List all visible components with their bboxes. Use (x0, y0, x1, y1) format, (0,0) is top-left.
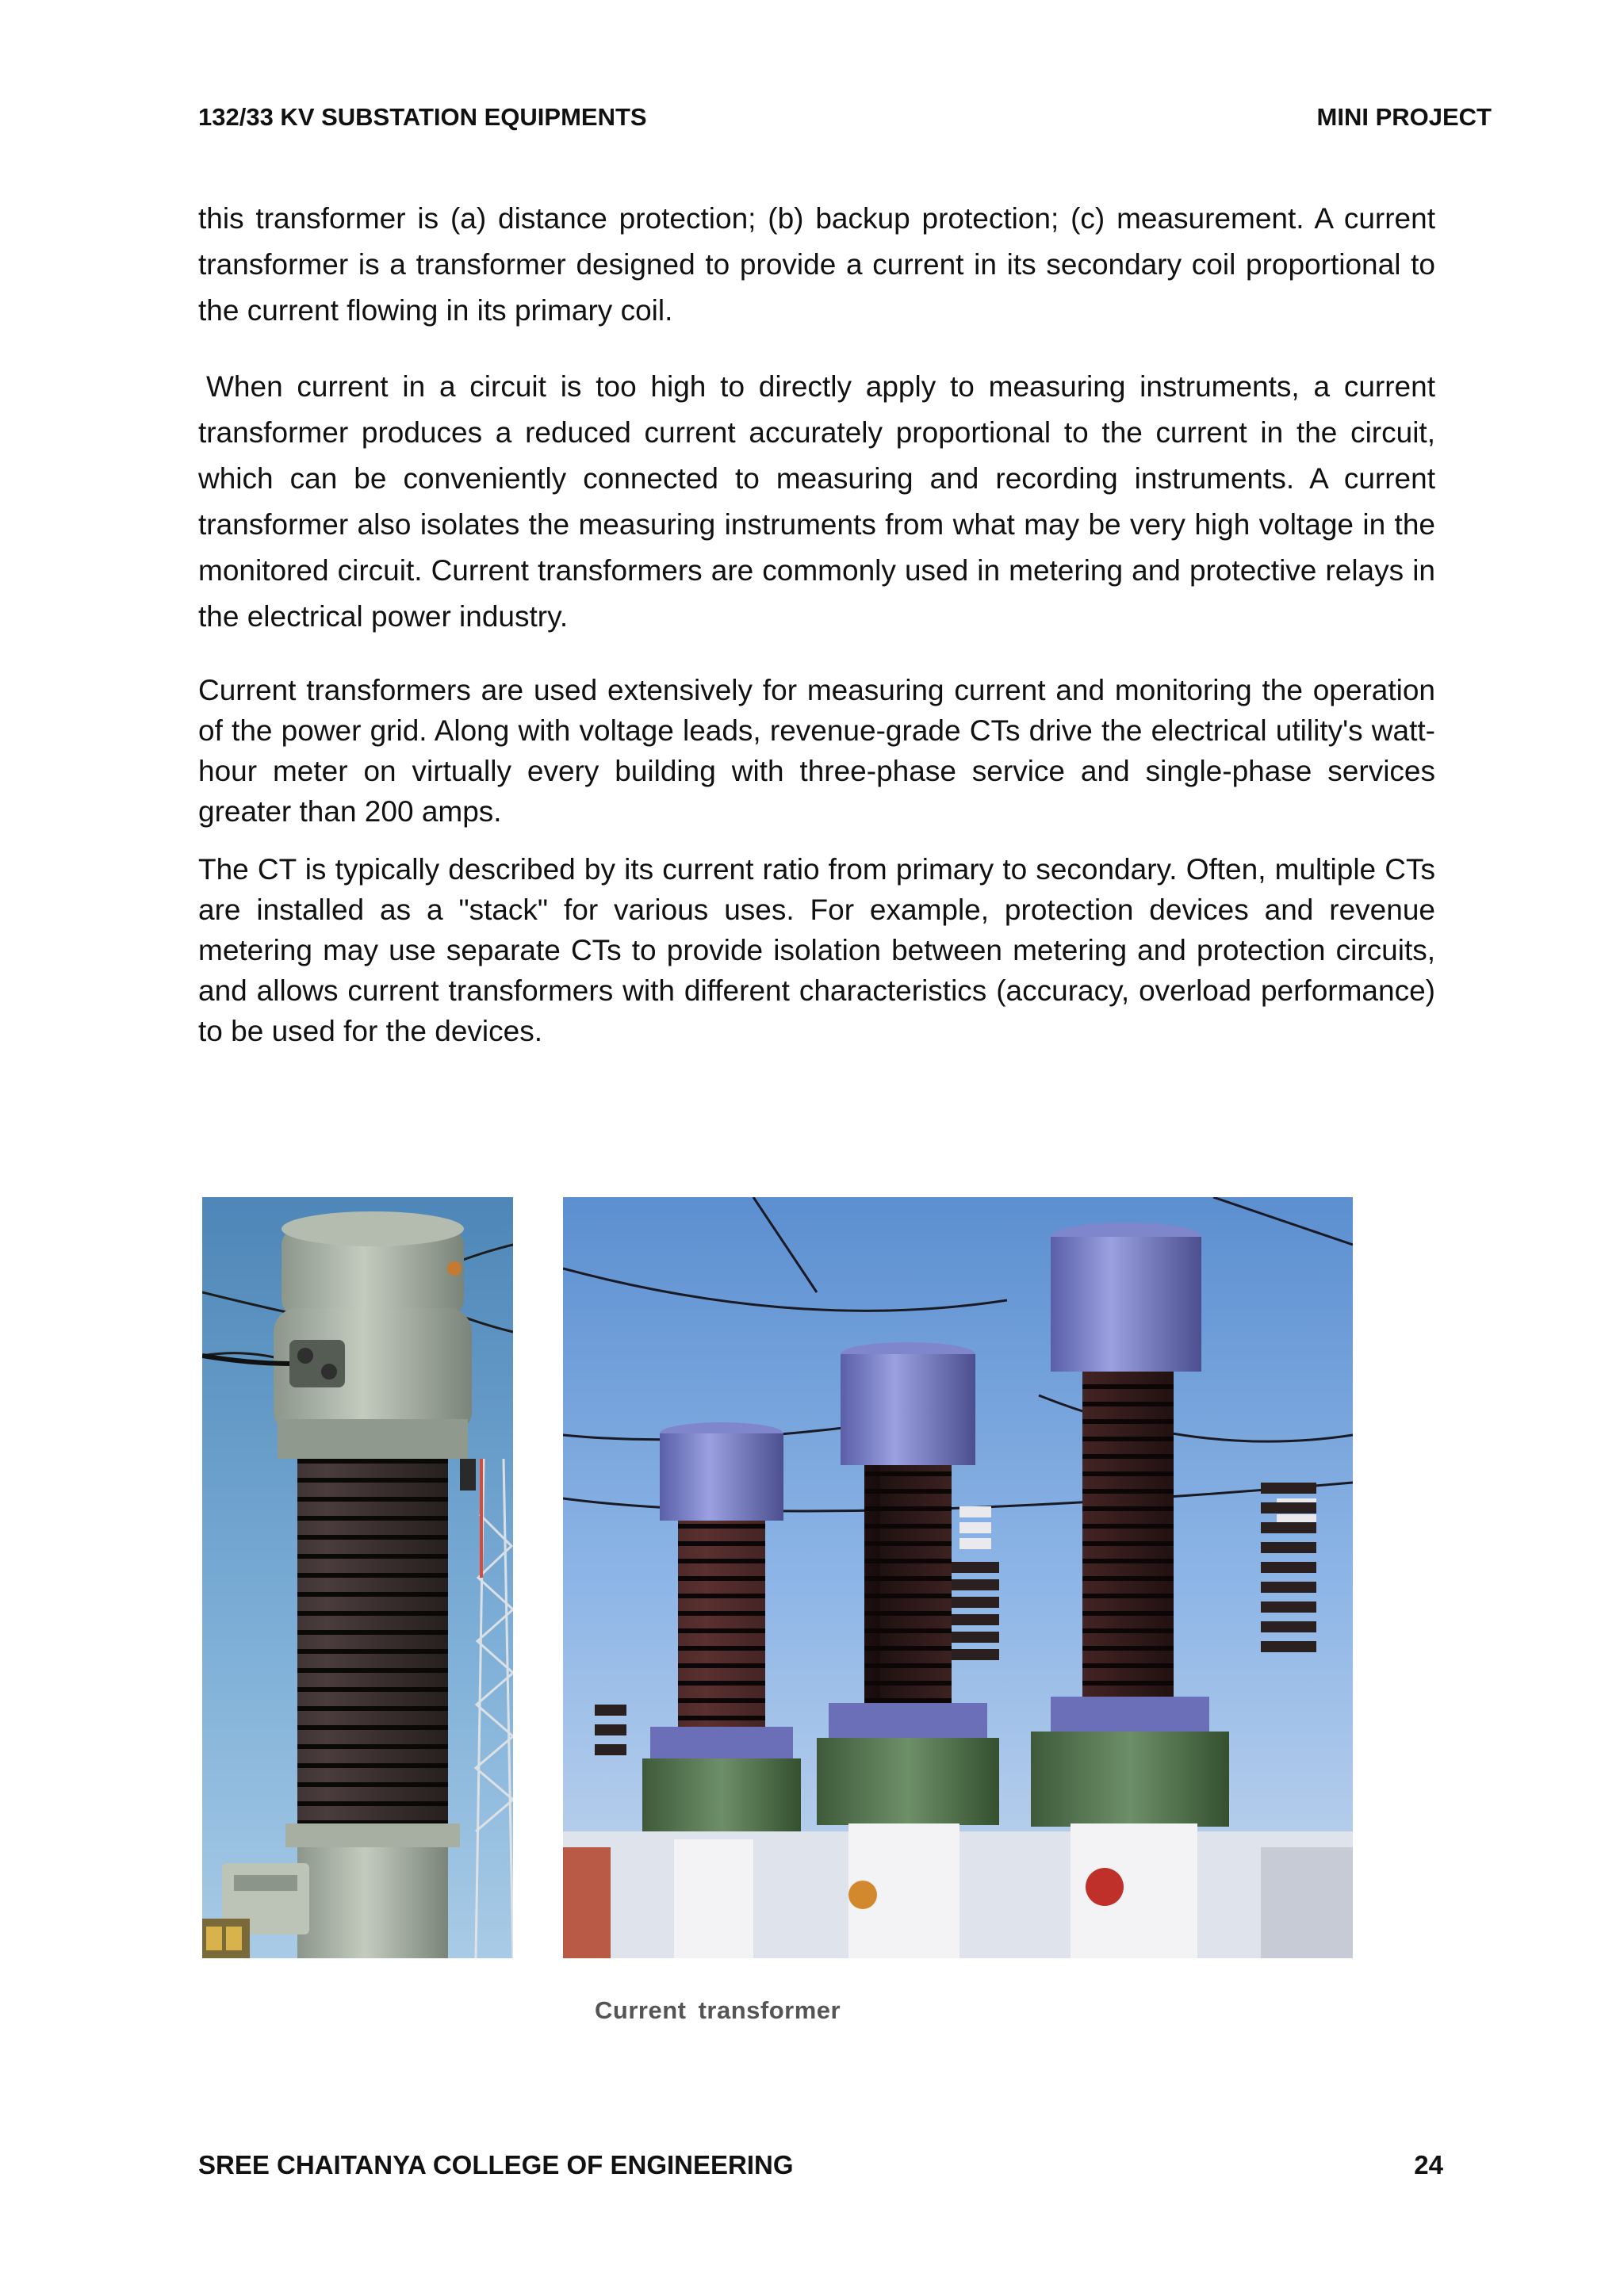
figure-caption: Current transformer (595, 1996, 841, 2024)
paragraph-3: Current transformers are used extensively for measuring current and monitoring the operation of the power grid. Along with voltage leads, revenue-grade CTs drive the electrical utility's watt-hour meter on virtually every building with three-phase service and single-phase services greater than 200 amps. (198, 674, 1435, 828)
paragraph-1: this transformer is (a) distance protection; (b) backup protection; (c) measurement. A current transformer is a transformer designed to provide a current in its secondary coil proportional to the current flowing in its primary coil. (198, 202, 1435, 327)
header-title: 132/33 KV SUBSTATION EQUIPMENTS (198, 103, 647, 131)
header-project-label: MINI PROJECT (1316, 103, 1492, 131)
paragraph-2: When current in a circuit is too high to directly apply to measuring instruments, a current transformer produces a reduced current accurately proportional to the current in the circuit, which can be conveniently connected to measuring and recording instruments. A current transformer also isolates the measuring instruments from what may be very high voltage in the monitored circuit. Current transformers are commonly used in metering and protective relays in the electrical power industry. (198, 370, 1435, 633)
page-number: 24 (1414, 2150, 1443, 2179)
paragraph-4: The CT is typically described by its current ratio from primary to secondary. Often, multiple CTs are installed as a "stack" for various uses. For example, protection devices and revenue metering may use separate CTs to provide isolation between metering and protection circuits, and allows current transformers with different characteristics (accuracy, overload performance) to be used for the devices. (198, 853, 1435, 1047)
current-transformer-photo-right (563, 1197, 1353, 1958)
footer-college-name: SREE CHAITANYA COLLEGE OF ENGINEERING (198, 2150, 794, 2179)
current-transformer-photo-left (202, 1197, 513, 1958)
